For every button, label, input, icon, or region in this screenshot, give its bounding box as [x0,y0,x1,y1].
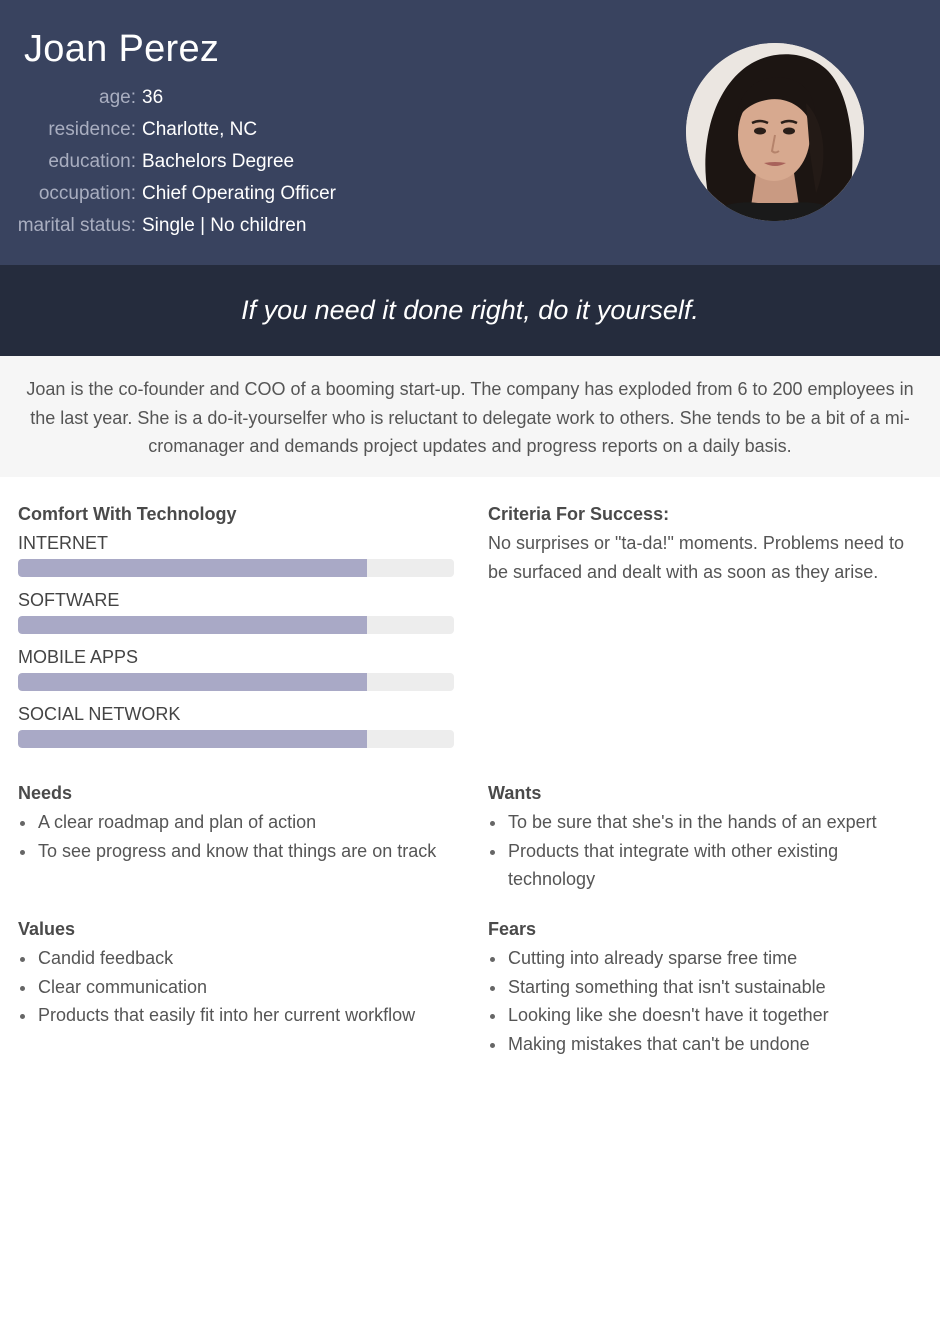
tech-item-internet [18,531,454,588]
tech-label: MOBILE APPS [18,647,139,667]
fact-label: marital status: [17,215,136,236]
wants-list [488,808,888,894]
persona-photo [686,43,864,221]
list-item: Products that easily fit into her current workflow [18,1001,454,1030]
tech-bar-track [18,730,454,748]
tech-bar-fill [18,559,367,577]
fact-value: Single | No children [142,215,307,236]
fears-list [488,944,928,1058]
fact-age [0,84,400,116]
values-list [18,944,454,1030]
fact-label: residence: [48,119,136,140]
list-item: To see progress and know that things are on track [18,837,454,866]
section-title: Fears [488,919,537,939]
list-item: Cutting into already sparse free time [488,944,928,973]
list-item: Starting something that isn't sustainable [488,973,928,1002]
fact-residence [0,116,400,148]
tech-bar-track [18,559,454,577]
list-item: Candid feedback [18,944,454,973]
values-section [18,917,454,1030]
fact-label: age: [99,87,136,108]
bio-band [0,356,940,477]
section-title: Criteria For Success: [488,504,670,524]
persona-avatar [686,43,864,221]
needs-list [18,808,454,865]
section-title: Comfort With Technology [18,504,237,524]
persona-header [0,0,940,265]
fact-value: Bachelors Degree [142,151,295,172]
tech-item-mobile-apps [18,645,454,702]
tech-item-social-network [18,702,454,759]
fact-value: 36 [142,87,164,108]
persona-name: Joan Perez [24,28,220,70]
fact-value: Chief Operating Officer [142,183,336,204]
technology-section [18,502,454,759]
list-item: To be sure that she's in the hands of an expert [488,808,888,837]
needs-section [18,781,454,865]
list-item: Products that integrate with other existing technology [488,837,888,894]
section-title: Wants [488,783,542,803]
wants-section [488,781,928,894]
persona-facts [0,84,400,244]
section-title: Needs [18,783,73,803]
list-item: A clear roadmap and plan of action [18,808,454,837]
tech-bar-fill [18,616,367,634]
fact-label: education: [48,151,136,172]
fears-section [488,917,928,1058]
criteria-section [488,502,928,586]
tech-bar-fill [18,673,367,691]
tech-label: SOCIAL NETWORK [18,704,181,724]
persona-quote: If you need it done right, do it yourself. [241,295,699,325]
tech-item-software [18,588,454,645]
tech-bar-track [18,673,454,691]
tech-label: SOFTWARE [18,590,120,610]
fact-value: Charlotte, NC [142,119,258,140]
tech-label: INTERNET [18,533,108,553]
tech-bar-track [18,616,454,634]
list-item: Clear communication [18,973,454,1002]
quote-band [0,265,940,356]
list-item: Looking like she doesn't have it together [488,1001,928,1030]
fact-occupation [0,180,400,212]
criteria-text: No surprises or "ta-da!" moments. Problems need to be surfaced and dealt with as soon as they arise. [488,533,904,582]
tech-bar-fill [18,730,367,748]
fact-label: occupation: [38,183,136,204]
list-item: Making mistakes that can't be undone [488,1030,928,1059]
fact-education [0,148,400,180]
persona-bio: Joan is the co-founder and COO of a booming start-up. The company has exploded from 6 to 200 employees in the last year. She is a do-it-yourselfer who is reluctant to delegate work to others. She tends to be a bit of a mi-cromanager and demands project updates and progress reports on a daily basis. [26,379,914,456]
section-title: Values [18,919,76,939]
fact-marital-status [0,212,400,244]
